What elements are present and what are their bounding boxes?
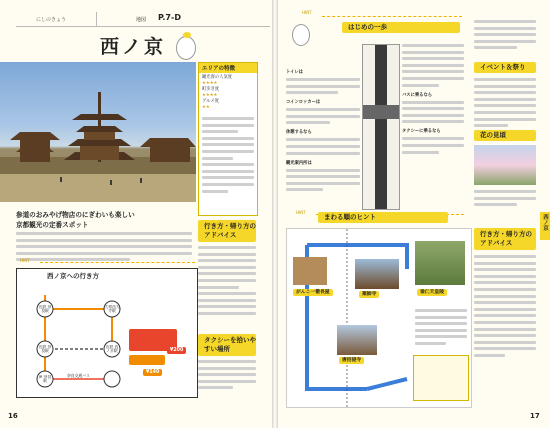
right-page: [278, 0, 550, 428]
gourmet-stars: ★★: [202, 105, 210, 110]
route-hint-notes: [415, 309, 467, 349]
bullet-locker: コインロッカーは: [286, 100, 321, 106]
page-number-right: 17: [530, 412, 540, 420]
box-edge: [257, 62, 272, 102]
page-title: 西ノ京: [100, 36, 167, 58]
spot-ganko: がんこ一徹長屋: [293, 289, 333, 296]
map-ref: P.7-D: [158, 13, 181, 22]
ganko-photo: [293, 257, 327, 285]
station-kintetsu-nara: 近鉄 奈良駅: [38, 305, 52, 313]
map-label: 地図: [136, 17, 147, 23]
fare-rail: ¥140: [143, 369, 162, 376]
intro-paragraph: [16, 232, 192, 265]
right-top-text: [474, 20, 536, 53]
taxi-heading: タクシーを拾いやすい場所: [198, 334, 256, 356]
temple-photo: [0, 62, 196, 202]
popularity-stars: ★★★★: [202, 81, 218, 86]
spot-toshodaiji: 唐招提寺: [339, 357, 364, 364]
yakushiji-photo: [355, 259, 399, 289]
gourmet-label: グルメ度: [202, 99, 219, 104]
area-feature-text: [199, 113, 257, 193]
spot-yakushiji: 薬師寺: [359, 291, 379, 298]
tomb-photo: [415, 241, 465, 285]
bus-label: 奈良交通バス: [67, 373, 90, 378]
route-hint-heading: まわる順のヒント: [318, 212, 448, 223]
rail-track: [375, 45, 387, 209]
bullet-taxi: タクシーに乗るなら: [402, 129, 441, 135]
bullet-bus: バスに乗るなら: [402, 92, 433, 98]
station-nishinokyo: 近鉄 西ノ京駅: [105, 345, 119, 353]
cherry-blossom-photo: [474, 145, 536, 185]
page-number-left: 16: [8, 412, 18, 420]
area-feature-box: [198, 62, 258, 216]
route-advice-text: [198, 246, 256, 319]
hint-label-route: HINT: [296, 210, 306, 215]
events-heading: イベント＆祭り: [474, 62, 536, 73]
mascot-hat-icon: [183, 32, 191, 38]
intro-bullets: [286, 70, 360, 197]
left-page: [0, 0, 272, 428]
bullet-toilet: トイレは: [286, 70, 303, 75]
walking-stars: ★★★★: [202, 93, 218, 98]
bullet-info: 観光案内所は: [286, 160, 312, 166]
flowers-text: [474, 190, 536, 210]
taxi-text: [198, 360, 256, 393]
spot-suinin: 垂仁天皇陵: [417, 289, 447, 296]
station-building: [363, 105, 399, 119]
route-advice-heading: 行き方・帰り方のアドバイス: [198, 220, 256, 242]
walking-label: 町歩き度: [202, 87, 220, 92]
hint-label-left: HINT: [20, 258, 30, 263]
duck-guide-icon: [292, 24, 310, 46]
flowers-heading: 花の見頃: [474, 130, 536, 141]
station-yamato-saidaiji: 大和西大寺駅: [104, 305, 120, 313]
hint-label-top: HINT: [302, 10, 312, 15]
toshodaiji-photo: [337, 325, 377, 355]
caption-line-1: 参道のおみやげ物店のにぎわいも楽しい: [16, 211, 135, 219]
area-reading: にしのきょう: [36, 17, 67, 23]
tip-box: [413, 355, 469, 401]
intro-heading: はじめの一歩: [342, 22, 460, 33]
station-map: [362, 44, 400, 210]
advice-text: [474, 255, 536, 361]
events-text: [474, 78, 536, 131]
bullet-rest: 休憩するなら: [286, 130, 312, 136]
pagoda-illustration: [0, 62, 196, 202]
station-jr-nara: JR 奈良駅: [38, 375, 52, 383]
intro-bullets-right: [402, 44, 464, 160]
caption-line-2: 京都観光の定番スポット: [16, 221, 89, 229]
side-tab-label: 西ノ京: [542, 214, 548, 231]
access-heading: 西ノ京への行き方: [47, 272, 99, 280]
route-hint-map: [286, 228, 472, 408]
duck-mascot-icon: [176, 36, 196, 60]
rail-info-chip: [129, 355, 165, 365]
access-map-box: [16, 268, 198, 398]
side-tab: [540, 212, 550, 240]
advice-heading: 行き方・帰り方のアドバイス: [474, 228, 536, 250]
popularity-label: 観光客の人気度: [202, 75, 233, 80]
station-kintetsu-nara-2: 近鉄 奈良駅: [38, 345, 52, 353]
area-feature-heading: エリアの特徴: [199, 63, 257, 73]
fare-bus: ¥200: [167, 347, 186, 354]
